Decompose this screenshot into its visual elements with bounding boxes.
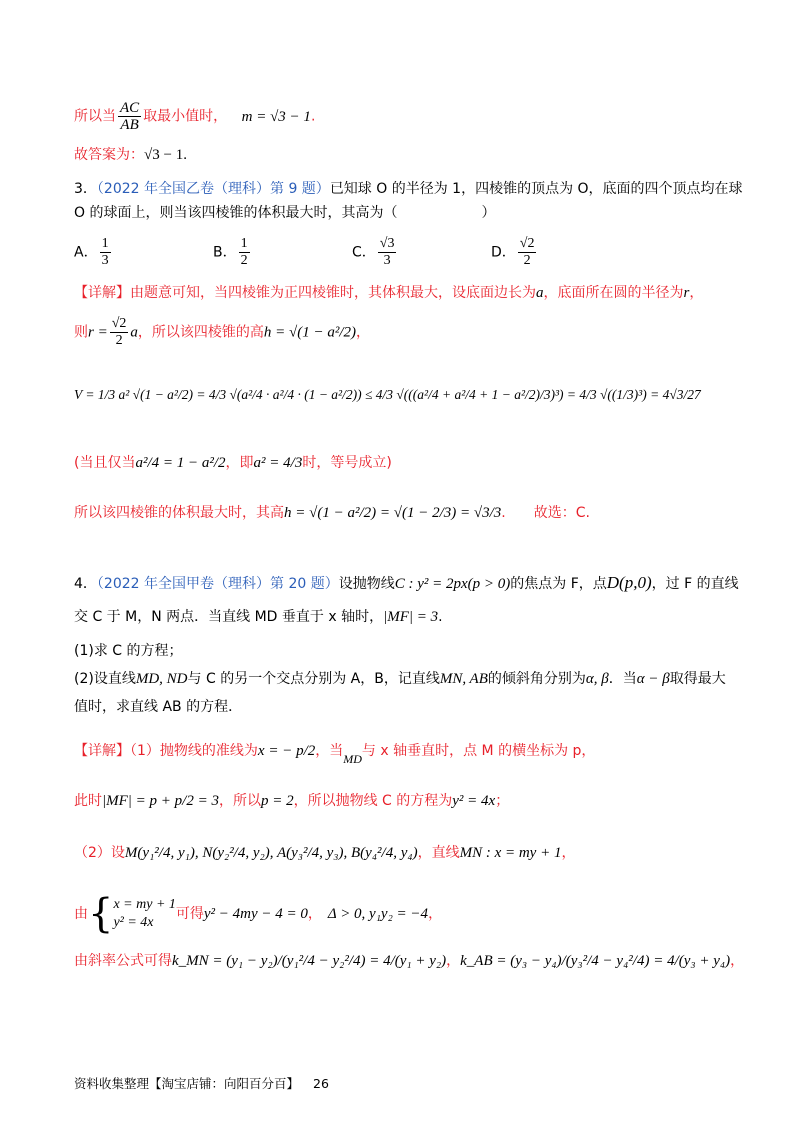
equation-system: [113, 896, 175, 932]
question-text: 值时，求直线 AB 的方程．: [74, 699, 243, 715]
text: 取最小值时，: [143, 108, 228, 125]
variable: a: [536, 285, 544, 301]
solution-line-5: [74, 950, 744, 972]
system-brace: {: [88, 891, 114, 937]
equation: α − β: [636, 671, 670, 687]
equation: h = √(1 − a²/2): [263, 324, 357, 341]
text: 此时: [74, 793, 102, 809]
equation: D(p,0): [606, 573, 652, 592]
text: ，底面所在圆的半径为: [543, 285, 684, 301]
equation: a² = 4/3: [253, 455, 303, 471]
equation: MD, ND: [135, 671, 188, 687]
equation: α, β: [585, 671, 609, 687]
text: ，: [307, 906, 322, 922]
option-label: A．: [74, 244, 98, 261]
numerator: AC: [120, 100, 140, 116]
option-label: C．: [352, 244, 376, 261]
question-text: 交 C 于 M，N 两点．当直线 MD 垂直于 x 轴时，: [74, 609, 384, 625]
equation: p = 2: [260, 793, 294, 809]
question-4-line-1: [74, 572, 739, 595]
text: ，: [561, 845, 576, 861]
answer-line: [74, 144, 187, 166]
text: ，即: [225, 455, 254, 471]
text: ，所以: [218, 793, 261, 809]
detail-final: [74, 502, 590, 524]
text: 【详解】由题意可知，当四棱锥为正四棱锥时，其体积最大，设底面边长为: [74, 285, 536, 301]
text: (当且仅当: [74, 455, 136, 471]
question-number: 4．: [74, 576, 97, 592]
variable: a: [130, 324, 138, 341]
denominator: 3: [383, 253, 391, 268]
text: 与 x 轴垂直时，点 M 的横坐标为 p，: [361, 743, 596, 759]
equation: x = − p/2: [257, 743, 316, 759]
page-footer: [74, 1074, 329, 1092]
text: ，: [446, 953, 461, 969]
equation: Δ > 0, y₁y₂ = −4: [327, 906, 429, 922]
question-source: （2022 年全国甲卷（理科）第 20 题）: [96, 576, 339, 592]
equation: |MF| = p + p/2 = 3: [102, 793, 219, 809]
system-eq-2: y² = 4x: [113, 915, 154, 930]
text: ，: [428, 906, 443, 922]
text: 所以当: [74, 108, 116, 125]
question-text: ．当: [608, 671, 637, 687]
system-eq-1: x = my + 1: [113, 897, 176, 912]
text: 由斜率公式可得: [74, 953, 172, 969]
question-text: 与 C 的另一个交点分别为 A，B，记直线: [187, 671, 440, 687]
equation: M(y₁²/4, y₁), N(y₂²/4, y₂), A(y₃²/4, y₃), B(y₄²/4, y₄): [124, 845, 418, 861]
question-text: 的焦点为 F，点: [510, 576, 607, 592]
equation: h = √(1 − a²/2) = √(1 − 2/3) = √3/3: [284, 505, 502, 521]
numerator: 1: [101, 236, 109, 251]
text: ，所以抛物线 C 的方程为: [293, 793, 453, 809]
numerator: √2: [111, 316, 127, 331]
question-4-part-2-line-2: [74, 696, 242, 718]
fraction: [518, 236, 537, 269]
detail-line-2: [74, 316, 370, 349]
text: 可得: [175, 906, 204, 922]
page-number: 26: [313, 1076, 329, 1091]
text: 故答案为：: [74, 147, 144, 163]
text: 则: [74, 324, 88, 341]
fraction: [110, 316, 129, 349]
text: 所以该四棱锥的体积最大时，其高: [74, 505, 284, 521]
equation: k_AB = (y₃ − y₄)/(y₃²/4 − y₄²/4) = 4/(y₃ + y₄): [460, 953, 731, 969]
equation: |MF| = 3: [383, 609, 439, 625]
denominator: AB: [120, 117, 139, 133]
text: 时，等号成立): [302, 455, 392, 471]
equation: y² = 4x: [452, 793, 496, 809]
answer-value: √3 − 1.: [144, 147, 187, 163]
equation: y² − 4my − 4 = 0: [203, 906, 308, 922]
variable: MD: [343, 752, 362, 766]
text: 由: [74, 906, 88, 922]
question-text: O 的球面上，则当该四棱锥的体积最大时，其高为（ ）: [74, 205, 496, 221]
conclusion-line: [74, 100, 315, 133]
numerator: √3: [379, 236, 395, 251]
detail-line-1: [74, 282, 703, 304]
fraction: [118, 100, 141, 133]
question-4-part-2-line-1: [74, 668, 726, 690]
text: ；: [495, 793, 510, 809]
equation: V = 1/3 a² √(1 − a²/2) = 4/3 √(a²/4 · a²/4 · (1 − a²/2)) ≤ 4/3 √(((a²/4 + a²/4 + 1 − a²/2)/3)³) = 4/3 √((1/3)³) = 4√3/27: [74, 387, 701, 402]
text: ，: [689, 285, 704, 301]
text: ，: [356, 324, 371, 341]
text: （2）设: [74, 845, 125, 861]
text: ，: [730, 953, 745, 969]
equation: a²/4 = 1 − a²/2: [135, 455, 226, 471]
option-d: [491, 236, 538, 269]
solution-line-2: [74, 790, 509, 812]
equation: MN, AB: [439, 671, 488, 687]
equation: MN : x = my + 1: [459, 845, 562, 861]
text: .: [310, 108, 316, 125]
text: . 故选：C.: [501, 505, 590, 521]
question-text: 的倾斜角分别为: [487, 671, 586, 687]
text: 【详解】（1）抛物线的准线为: [74, 743, 258, 759]
question-3-line-1: [74, 178, 743, 200]
denominator: 2: [240, 253, 248, 268]
question-4-part-1: [74, 640, 183, 662]
numerator: √2: [519, 236, 535, 251]
question-text: .: [438, 609, 443, 625]
option-label: B．: [213, 244, 237, 261]
question-3-line-2: [74, 202, 495, 224]
question-text: (1)求 C 的方程；: [74, 643, 183, 659]
fraction: [100, 236, 111, 269]
solution-line-4: [74, 891, 443, 937]
question-text: ，过 F 的直线: [651, 576, 739, 592]
solution-line-3: [74, 842, 575, 864]
text: ，所以该四棱锥的高: [137, 324, 264, 341]
footer-text: 资料收集整理【淘宝店铺：向阳百分百】: [74, 1076, 300, 1091]
option-label: D．: [491, 244, 516, 261]
question-4-line-2: [74, 606, 443, 628]
denominator: 3: [101, 253, 109, 268]
question-text: (2)设直线: [74, 671, 136, 687]
numerator: 1: [240, 236, 248, 251]
equation: m = √3 − 1: [241, 108, 311, 125]
solution-line-1: [74, 740, 596, 766]
option-c: [352, 236, 398, 269]
fraction: [239, 236, 250, 269]
denominator: 2: [115, 333, 123, 348]
question-number: 3．: [74, 181, 97, 197]
question-text: 取得最大: [669, 671, 726, 687]
denominator: 2: [523, 253, 531, 268]
equation: C : y² = 2px(p > 0): [394, 576, 511, 592]
option-a: [74, 236, 113, 269]
question-text: 设抛物线: [338, 576, 395, 592]
text: ，当: [315, 743, 344, 759]
equation: k_MN = (y₁ − y₂)/(y₁²/4 − y₂²/4) = 4/(y₁ + y₂): [172, 953, 447, 969]
volume-derivation: [74, 384, 701, 406]
fraction: [378, 236, 397, 269]
text: ，直线: [417, 845, 460, 861]
option-b: [213, 236, 252, 269]
question-text: 已知球 O 的半径为 1，四棱锥的顶点为 O，底面的四个顶点均在球: [329, 181, 743, 197]
variable: r: [683, 285, 690, 301]
detail-equality-condition: [74, 452, 392, 474]
question-source: （2022 年全国乙卷（理科）第 9 题）: [96, 181, 330, 197]
equation: r =: [88, 324, 108, 341]
